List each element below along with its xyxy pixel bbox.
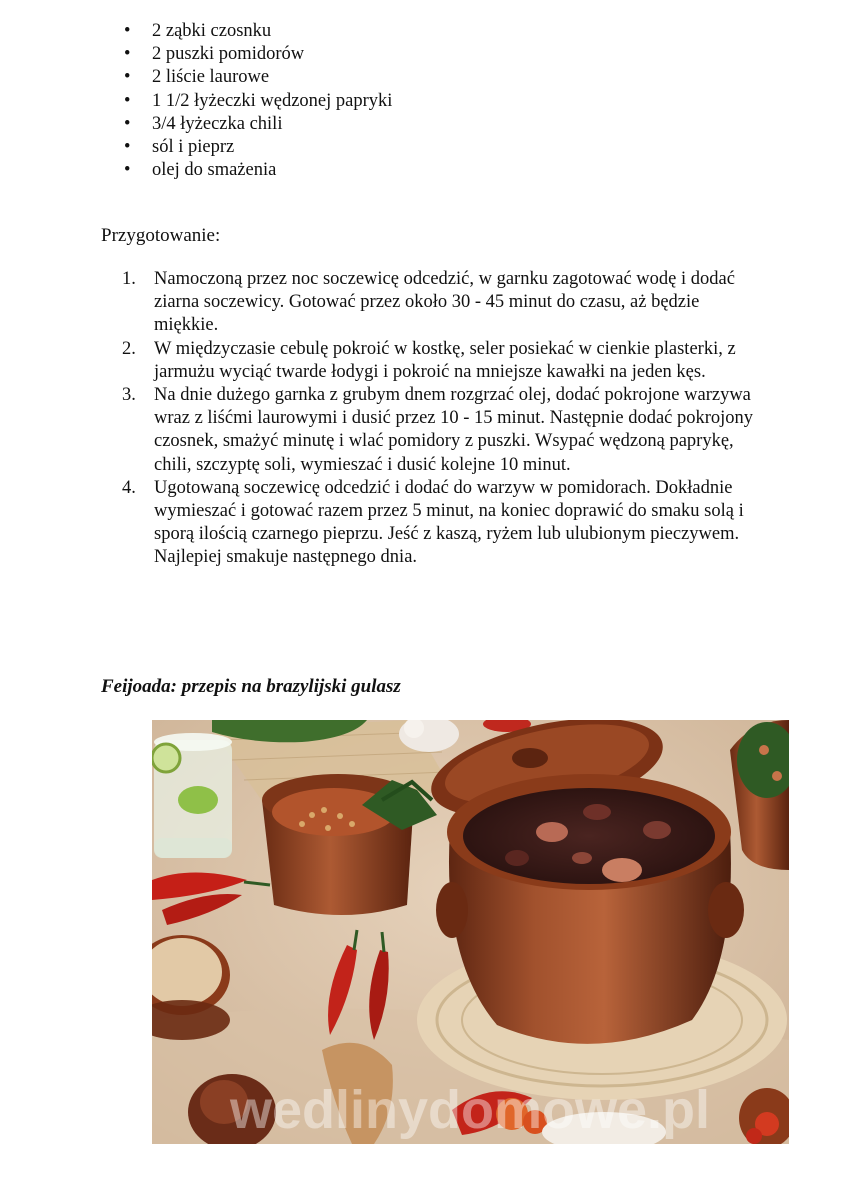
step-number: 1. bbox=[122, 269, 136, 289]
ingredient-item: • 2 puszki pomidorów bbox=[118, 43, 392, 66]
step-number: 3. bbox=[122, 385, 136, 406]
recipe-title: Feijoada: przepis na brazylijski gulasz bbox=[101, 676, 401, 697]
step-item bbox=[122, 477, 762, 570]
ingredient-item: • 2 liście laurowe bbox=[118, 66, 392, 89]
ingredient-item: • 3/4 łyżeczka chili bbox=[118, 113, 392, 136]
feijoada-photo bbox=[152, 720, 789, 1144]
step-text: W międzyczasie cebulę pokroić w kostkę, seler posiekać w cienkie plasterki, z jarmużu wyciąć twarde łodygi i pokroić na mniejsze kawałki na jeden kęs. bbox=[154, 338, 736, 382]
step-number: 2. bbox=[122, 338, 136, 359]
ingredient-item: • sól i pieprz bbox=[118, 136, 392, 159]
preparation-steps bbox=[122, 268, 762, 570]
ingredient-item: • 1 1/2 łyżeczki wędzonej papryki bbox=[118, 90, 392, 113]
step-item bbox=[122, 268, 762, 338]
step-item bbox=[122, 384, 762, 477]
step-text: Ugotowaną soczewicę odcedzić i dodać do warzyw w pomidorach. Dokładnie wymieszać i gotować razem przez 5 minut, na koniec doprawić do smaku solą i sporą ilością czarnego pieprzu. Jeść z kaszą, ryżem lub ulubionym pieczywem. Najlepiej smakuje następnego dnia. bbox=[154, 477, 744, 568]
step-text: Na dnie dużego garnka z grubym dnem rozgrzać olej, dodać pokrojone warzywa wraz z liśćmi laurowymi i dusić przez 10 - 15 minut. Następnie dodać pokrojony czosnek, smażyć minutę i wlać pomidory z puszki. Wsypać wędzoną paprykę, chili, szczyptę soli, wymieszać i dusić kolejne 10 minut. bbox=[154, 385, 754, 475]
ingredient-item: • olej do smażenia bbox=[118, 159, 392, 182]
step-number: 4. bbox=[122, 477, 136, 498]
ingredient-list bbox=[118, 20, 392, 182]
step-text: Namoczoną przez noc soczewicę odcedzić, w garnku zagotować wodę i dodać ziarna soczewicy. Gotować przez około 30 - 45 minut do czasu, aż będzie miękkie. bbox=[154, 269, 735, 336]
ingredient-item: • 2 ząbki czosnku bbox=[118, 20, 392, 43]
watermark-text: wedlinydomowe.pl bbox=[229, 1080, 711, 1140]
step-item bbox=[122, 338, 762, 384]
preparation-heading: Przygotowanie: bbox=[101, 225, 221, 246]
